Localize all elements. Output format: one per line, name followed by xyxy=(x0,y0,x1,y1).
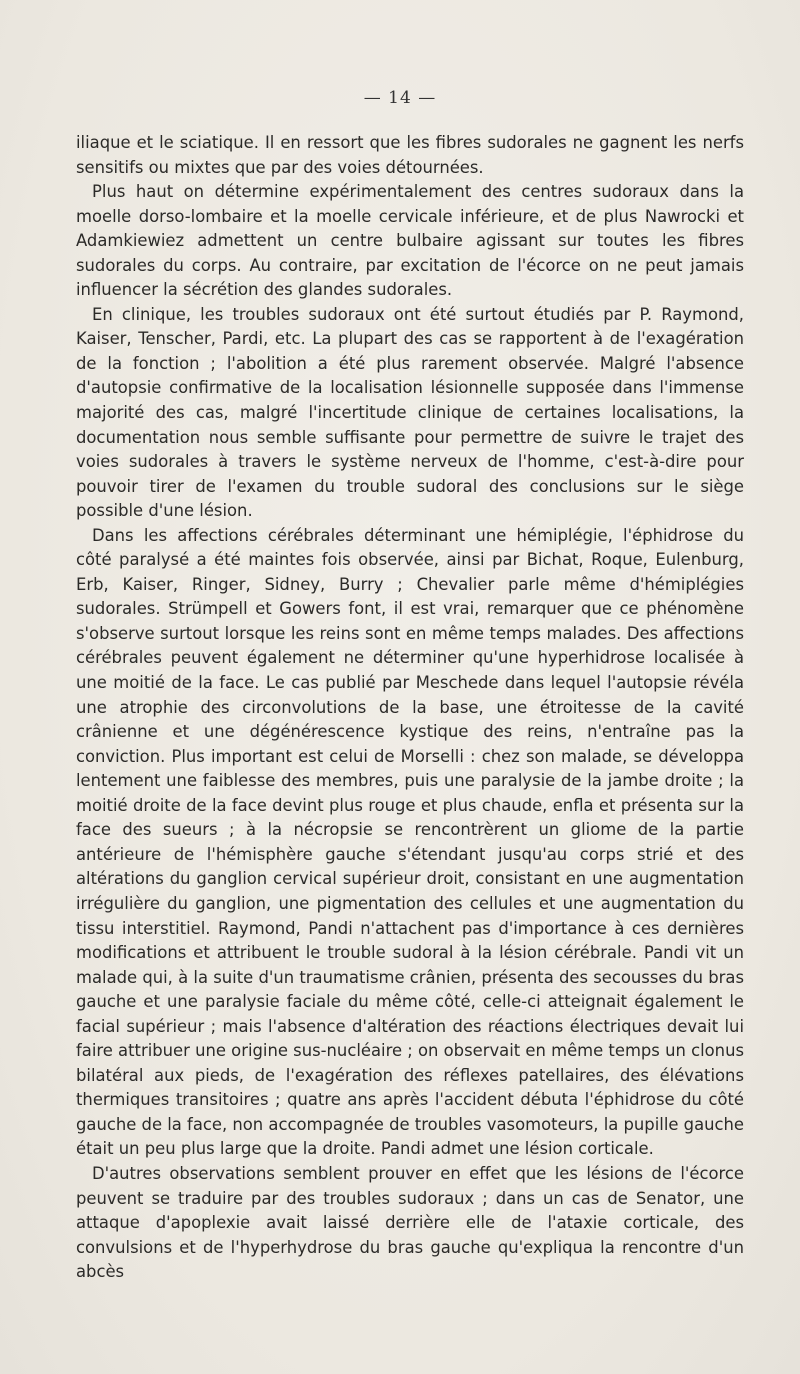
paragraph: En clinique, les troubles sudoraux ont été surtout étudiés par P. Raymond, Kaiser, Tenscher, Pardi, etc. La plupart des cas se rapportent à de l'exagération de la fonction ; l'abolition a été plus rarement observée. Malgré l'absence d'autopsie confirmative de la localisation lésionnelle supposée dans l'immense majorité des cas, malgré l'incertitude clinique de certaines localisations, la documentation nous semble suffisante pour permettre de suivre le trajet des voies sudorales à travers le système nerveux de l'homme, c'est-à-dire pour pouvoir tirer de l'examen du trouble sudoral des conclusions sur le siège possible d'une lésion. xyxy=(76,304,744,521)
paragraph: D'autres observations semblent prouver en effet que les lésions de l'écorce peuvent se traduire par des troubles sudoraux ; dans un cas de Senator, une attaque d'apoplexie avait laissé derrière elle de l'ataxie corticale, des convulsions et de l'hyperhydrose du bras gauche qu'expliqua la rencontre d'un abcès xyxy=(76,1163,744,1282)
paragraph: iliaque et le sciatique. Il en ressort que les fibres sudorales ne gagnent les nerfs sensitifs ou mixtes que par des voies détournées. xyxy=(76,133,744,177)
body-text xyxy=(76,131,744,1285)
paragraph: Plus haut on détermine expérimentalement des centres sudoraux dans la moelle dorso-lombaire et la moelle cervicale inférieure, et de plus Nawrocki et Adamkiewiez admettent un centre bulbaire agissant sur toutes les fibres sudorales du corps. Au contraire, par excitation de l'écorce on ne peut jamais influencer la sécrétion des glandes sudorales. xyxy=(76,182,744,300)
page-number: — 14 — xyxy=(363,88,437,108)
paragraph: Dans les affections cérébrales déterminant une hémiplégie, l'éphidrose du côté paralysé a été maintes fois observée, ainsi par Bichat, Roque, Eulenburg, Erb, Kaiser, Ringer, Sidney, Burry ; Chevalier parle même d'hémiplégies sudorales. Strümpell et Gowers font, il est vrai, remarquer que ce phénomène s'observe surtout lorsque les reins sont en même temps malades. Des affections cérébrales peuvent également ne déterminer qu'une hyperhidrose localisée à une moitié de la face. Le cas publié par Meschede dans lequel l'autopsie révéla une atrophie des circonvolutions de la base, une étroitesse de la cavité crânienne et une dégénérescence kystique des reins, n'entraîne pas la conviction. Plus important est celui de Morselli : chez son malade, se développa lentement une faiblesse des membres, puis une paralysie de la jambe droite ; la moitié droite de la face devint plus rouge et plus chaude, enfla et présenta sur la face des sueurs ; à la nécropsie se rencontrèrent un gliome de la partie antérieure de l'hémisphère gauche s'étendant jusqu'au corps strié et des altérations du ganglion cervical supérieur droit, consistant en une augmentation irrégulière du ganglion, une pigmentation des cellules et une augmentation du tissu interstitiel. Raymond, Pandi n'attachent pas d'importance à ces dernières modifications et attribuent le trouble sudoral à la lésion cérébrale. Pandi vit un malade qui, à la suite d'un traumatisme crânien, présenta des secousses du bras gauche et une paralysie faciale du même côté, celle-ci atteignait également le facial supérieur ; mais l'absence d'altération des réactions électriques devait lui faire attribuer une origine sus-nucléaire ; on observait en même temps un clonus bilatéral aux pieds, de l'exagération des réflexes patellaires, des élévations thermiques transitoires ; quatre ans après l'accident débuta l'éphidrose du côté gauche de la face, non accompagnée de troubles vasomoteurs, la pupille gauche était un peu plus large que la droite. Pandi admet une lésion corticale. xyxy=(76,525,744,1159)
